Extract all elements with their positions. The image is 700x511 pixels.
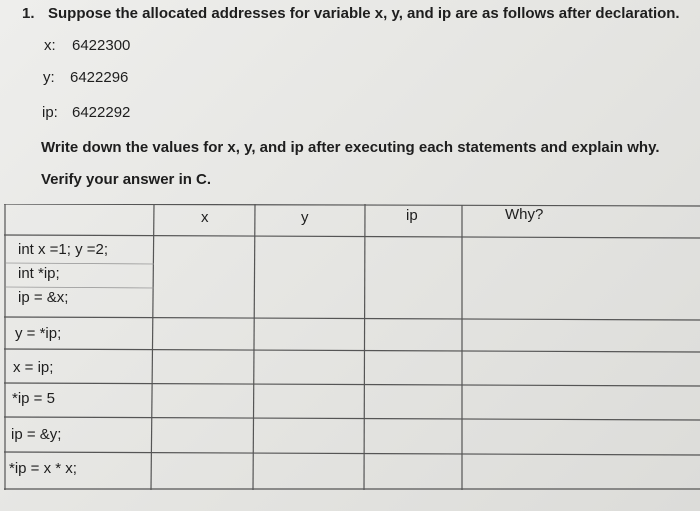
- header-why: Why?: [505, 206, 544, 223]
- table-grid-lines: [4, 204, 700, 490]
- statement-1a: int x =1; y =2;: [18, 241, 109, 258]
- statement-1c: ip = &x;: [18, 289, 69, 306]
- header-ip: ip: [406, 207, 418, 224]
- statement-3: x = ip;: [13, 359, 54, 376]
- statement-4: *ip = 5: [12, 390, 55, 407]
- instruction-line-1: Write down the values for x, y, and ip after executing each statements and explain why.: [41, 139, 660, 156]
- address-x-value: 6422300: [72, 37, 131, 54]
- statement-2: y = *ip;: [15, 325, 62, 342]
- statement-5: ip = &y;: [11, 426, 62, 443]
- address-x-label: x:: [44, 37, 56, 54]
- address-y-label: y:: [43, 69, 55, 86]
- question-number: 1.: [22, 5, 35, 22]
- header-x: x: [201, 209, 209, 226]
- address-ip-label: ip:: [42, 104, 58, 121]
- address-ip-value: 6422292: [72, 104, 131, 121]
- instruction-line-2: Verify your answer in C.: [41, 171, 212, 188]
- header-y: y: [301, 209, 309, 226]
- statement-6: *ip = x * x;: [9, 460, 77, 477]
- address-y-value: 6422296: [70, 69, 129, 86]
- question-prompt: Suppose the allocated addresses for variable x, y, and ip are as follows after declaration.: [48, 5, 680, 22]
- statement-1b: int *ip;: [18, 265, 60, 282]
- answer-table: [4, 204, 700, 490]
